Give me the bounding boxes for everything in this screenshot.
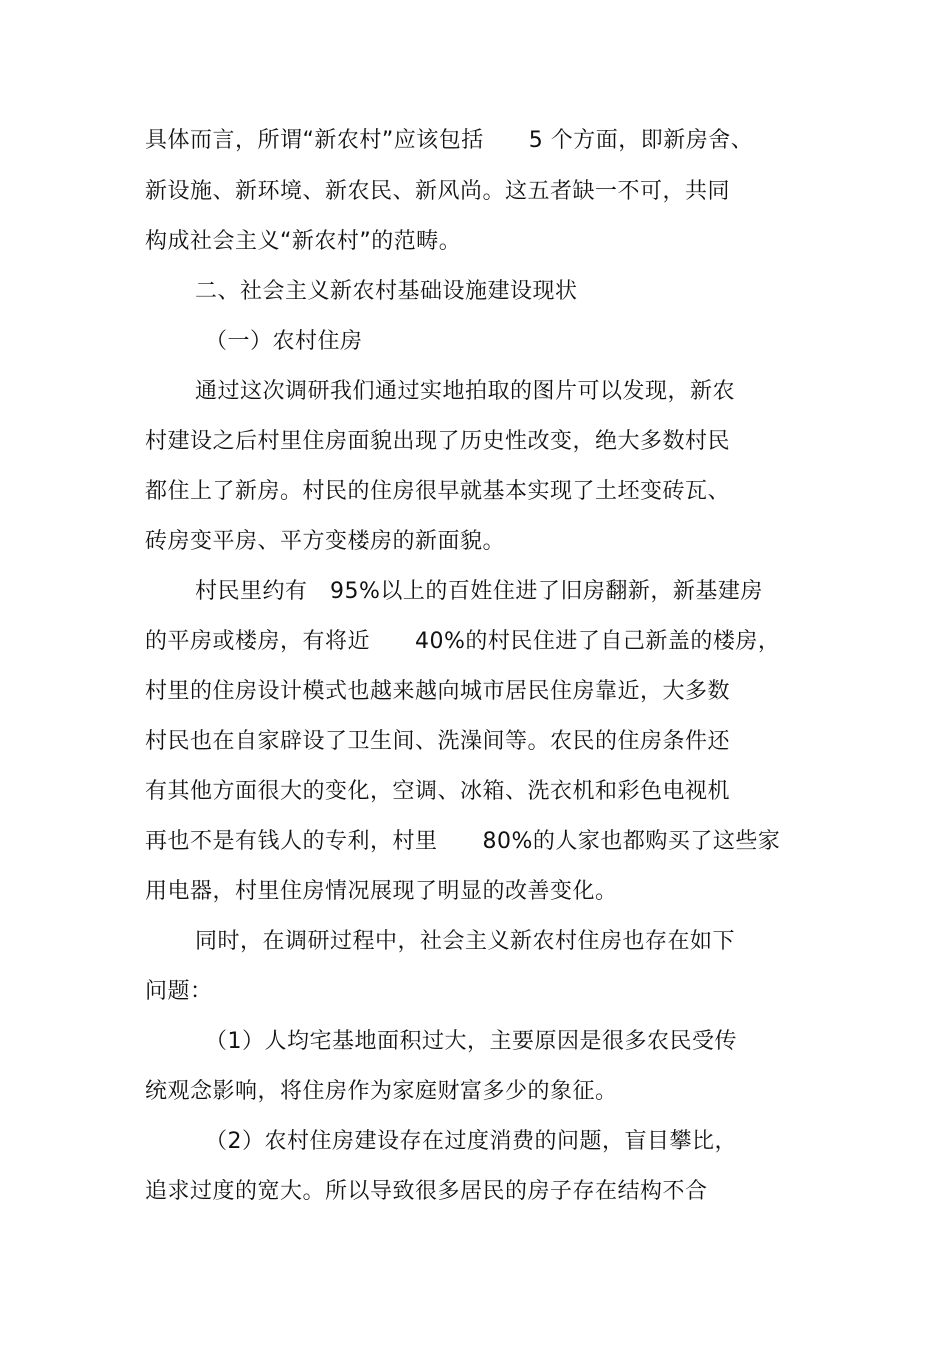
paragraph-line: 构成社会主义“新农村”的范畴。 <box>145 229 462 254</box>
paragraph-line: 村里的住房设计模式也越来越向城市居民住房靠近，大多数 <box>145 679 731 704</box>
paragraph-line: 具体而言，所谓“新农村”应该包括 5 个方面，即新房舍、 <box>145 128 754 153</box>
paragraph-line: 再也不是有钱人的专利，村里 80%的人家也都购买了这些家 <box>145 829 781 854</box>
paragraph-line: 村建设之后村里住房面貌出现了历史性改变，绝大多数村民 <box>145 429 731 454</box>
paragraph-line: 新设施、新环境、新农民、新风尚。这五者缺一不可，共同 <box>145 179 731 204</box>
paragraph-line: 同时，在调研过程中，社会主义新农村住房也存在如下 <box>195 929 736 954</box>
list-item-line: 统观念影响，将住房作为家庭财富多少的象征。 <box>145 1079 618 1104</box>
list-item-line: （1）人均宅基地面积过大，主要原因是很多农民受传 <box>205 1029 737 1054</box>
paragraph-line: 砖房变平房、平方变楼房的新面貌。 <box>145 529 506 554</box>
section-heading: 二、社会主义新农村基础设施建设现状 <box>195 279 578 304</box>
paragraph-line: 问题： <box>145 979 213 1004</box>
paragraph-line: 都住上了新房。村民的住房很早就基本实现了土坯变砖瓦、 <box>145 479 731 504</box>
list-item-line: 追求过度的宽大。所以导致很多居民的房子存在结构不合 <box>145 1179 708 1204</box>
paragraph-line: 用电器，村里住房情况展现了明显的改善变化。 <box>145 879 618 904</box>
paragraph-line: 有其他方面很大的变化，空调、冰箱、洗衣机和彩色电视机 <box>145 779 731 804</box>
subsection-heading: （一）农村住房 <box>205 329 363 354</box>
paragraph-line: 村民里约有 95%以上的百姓住进了旧房翻新，新基建房 <box>195 579 763 604</box>
list-item-line: （2）农村住房建设存在过度消费的问题，盲目攀比， <box>205 1129 737 1154</box>
paragraph-line: 村民也在自家辟设了卫生间、洗澡间等。农民的住房条件还 <box>145 729 731 754</box>
paragraph-line: 的平房或楼房，有将近 40%的村民住进了自己新盖的楼房， <box>145 629 781 654</box>
paragraph-line: 通过这次调研我们通过实地拍取的图片可以发现，新农 <box>195 379 736 404</box>
